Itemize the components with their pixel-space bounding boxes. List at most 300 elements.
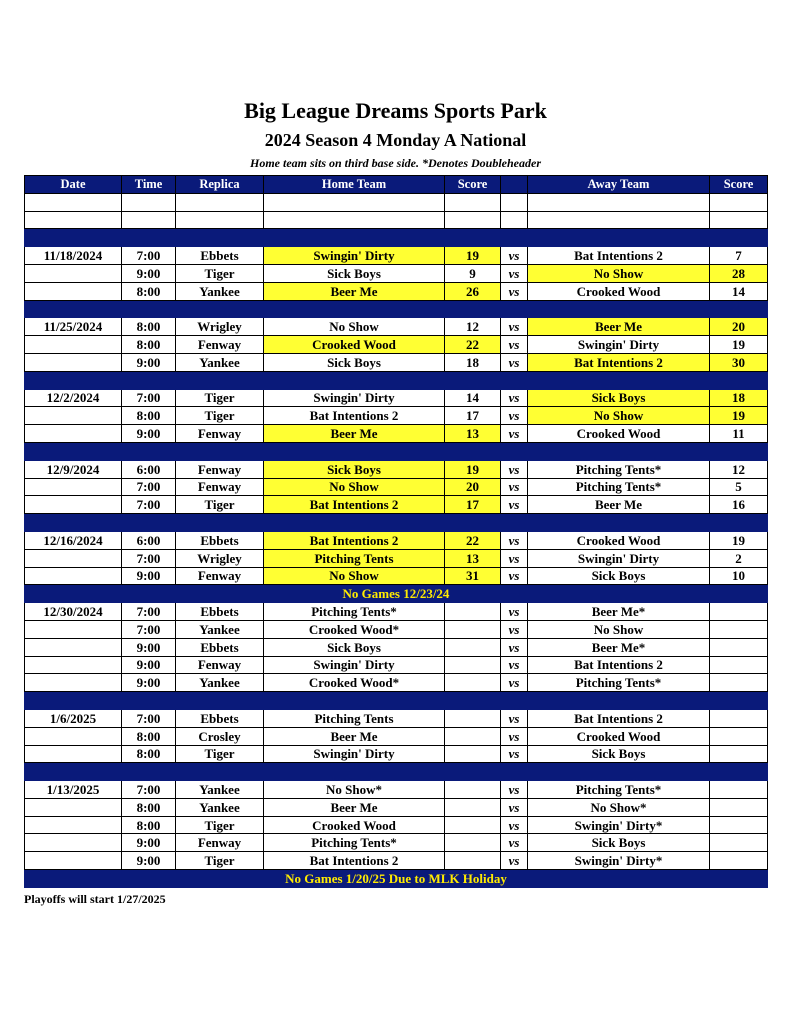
home-score-cell: [445, 816, 501, 834]
vs-cell: vs: [501, 318, 528, 336]
game-row: [25, 781, 768, 799]
time-cell: 6:00: [122, 460, 176, 478]
header-row: [25, 176, 768, 194]
away-team-cell: Swingin' Dirty*: [528, 852, 710, 870]
date-cell: [25, 478, 122, 496]
blank-row: [25, 211, 768, 229]
game-row: [25, 709, 768, 727]
vs-cell: vs: [501, 745, 528, 763]
time-cell: 9:00: [122, 674, 176, 692]
vs-cell: vs: [501, 282, 528, 300]
away-score-cell: [710, 727, 768, 745]
empty-cell: [710, 211, 768, 229]
away-score-cell: [710, 781, 768, 799]
separator-bar: [25, 692, 768, 710]
replica-cell: Fenway: [176, 460, 264, 478]
away-score-cell: 20: [710, 318, 768, 336]
home-team-cell: Sick Boys: [264, 353, 445, 371]
empty-cell: [445, 193, 501, 211]
date-cell: [25, 620, 122, 638]
home-score-cell: 13: [445, 425, 501, 443]
separator-row: [25, 763, 768, 781]
no-games-note: No Games 1/20/25 Due to MLK Holiday: [25, 870, 768, 888]
home-team-cell: Beer Me: [264, 727, 445, 745]
time-cell: 8:00: [122, 318, 176, 336]
replica-cell: Fenway: [176, 336, 264, 354]
replica-cell: Yankee: [176, 353, 264, 371]
replica-cell: Fenway: [176, 425, 264, 443]
col-header-replica: Replica: [176, 176, 264, 194]
home-team-cell: No Show*: [264, 781, 445, 799]
away-score-cell: 19: [710, 407, 768, 425]
away-score-cell: [710, 638, 768, 656]
replica-cell: Yankee: [176, 282, 264, 300]
home-team-cell: Beer Me: [264, 798, 445, 816]
home-score-cell: [445, 603, 501, 621]
replica-cell: Wrigley: [176, 549, 264, 567]
separator-row: [25, 371, 768, 389]
vs-cell: vs: [501, 727, 528, 745]
time-cell: 7:00: [122, 549, 176, 567]
away-team-cell: No Show: [528, 407, 710, 425]
date-cell: [25, 852, 122, 870]
schedule-note: Home team sits on third base side. *Denotes Doubleheader: [250, 156, 541, 170]
blank-row: [25, 193, 768, 211]
vs-cell: vs: [501, 407, 528, 425]
vs-cell: vs: [501, 709, 528, 727]
vs-cell: vs: [501, 620, 528, 638]
vs-cell: vs: [501, 247, 528, 265]
home-score-cell: 14: [445, 389, 501, 407]
time-cell: 7:00: [122, 247, 176, 265]
game-row: [25, 478, 768, 496]
time-cell: 7:00: [122, 603, 176, 621]
game-row: [25, 656, 768, 674]
away-score-cell: 28: [710, 264, 768, 282]
away-team-cell: Swingin' Dirty: [528, 336, 710, 354]
away-team-cell: Sick Boys: [528, 567, 710, 585]
date-cell: 12/9/2024: [25, 460, 122, 478]
vs-cell: vs: [501, 336, 528, 354]
separator-bar: [25, 442, 768, 460]
game-row: [25, 852, 768, 870]
date-cell: [25, 798, 122, 816]
away-score-cell: [710, 745, 768, 763]
time-cell: 9:00: [122, 656, 176, 674]
date-cell: [25, 816, 122, 834]
separator-row: [25, 229, 768, 247]
time-cell: 9:00: [122, 638, 176, 656]
home-team-cell: Swingin' Dirty: [264, 247, 445, 265]
home-score-cell: [445, 620, 501, 638]
game-row: [25, 727, 768, 745]
game-row: [25, 336, 768, 354]
separator-bar: [25, 514, 768, 532]
home-score-cell: 12: [445, 318, 501, 336]
away-score-cell: [710, 656, 768, 674]
page-title: Big League Dreams Sports Park: [244, 98, 547, 123]
away-team-cell: Bat Intentions 2: [528, 353, 710, 371]
away-team-cell: Pitching Tents*: [528, 460, 710, 478]
home-score-cell: 13: [445, 549, 501, 567]
home-team-cell: Beer Me: [264, 282, 445, 300]
home-score-cell: 19: [445, 247, 501, 265]
replica-cell: Tiger: [176, 407, 264, 425]
date-cell: [25, 834, 122, 852]
away-score-cell: 19: [710, 531, 768, 549]
replica-cell: Tiger: [176, 816, 264, 834]
vs-cell: vs: [501, 264, 528, 282]
home-team-cell: Sick Boys: [264, 460, 445, 478]
empty-cell: [528, 211, 710, 229]
away-score-cell: [710, 603, 768, 621]
empty-cell: [176, 193, 264, 211]
date-cell: [25, 638, 122, 656]
game-row: [25, 264, 768, 282]
date-cell: [25, 727, 122, 745]
time-cell: 7:00: [122, 478, 176, 496]
separator-row: [25, 514, 768, 532]
separator-bar: [25, 371, 768, 389]
away-score-cell: [710, 834, 768, 852]
away-team-cell: Bat Intentions 2: [528, 656, 710, 674]
empty-cell: [264, 193, 445, 211]
away-team-cell: Bat Intentions 2: [528, 247, 710, 265]
away-team-cell: Crooked Wood: [528, 282, 710, 300]
home-score-cell: 17: [445, 496, 501, 514]
date-cell: [25, 336, 122, 354]
empty-cell: [176, 211, 264, 229]
game-row: [25, 282, 768, 300]
game-row: [25, 389, 768, 407]
away-score-cell: 12: [710, 460, 768, 478]
home-score-cell: 22: [445, 336, 501, 354]
away-score-cell: 5: [710, 478, 768, 496]
away-team-cell: Pitching Tents*: [528, 478, 710, 496]
game-row: [25, 834, 768, 852]
no-games-note-row: [25, 870, 768, 888]
vs-cell: vs: [501, 460, 528, 478]
vs-cell: vs: [501, 834, 528, 852]
game-row: [25, 620, 768, 638]
replica-cell: Tiger: [176, 264, 264, 282]
game-row: [25, 531, 768, 549]
empty-cell: [25, 211, 122, 229]
page-subtitle: 2024 Season 4 Monday A National: [264, 130, 527, 150]
replica-cell: Yankee: [176, 674, 264, 692]
home-score-cell: [445, 834, 501, 852]
empty-cell: [501, 211, 528, 229]
empty-cell: [25, 193, 122, 211]
away-team-cell: Sick Boys: [528, 834, 710, 852]
away-score-cell: [710, 852, 768, 870]
replica-cell: Crosley: [176, 727, 264, 745]
away-team-cell: No Show*: [528, 798, 710, 816]
home-team-cell: No Show: [264, 478, 445, 496]
date-cell: [25, 674, 122, 692]
away-team-cell: Crooked Wood: [528, 727, 710, 745]
time-cell: 6:00: [122, 531, 176, 549]
date-cell: [25, 745, 122, 763]
date-cell: 1/6/2025: [25, 709, 122, 727]
game-row: [25, 638, 768, 656]
replica-cell: Ebbets: [176, 638, 264, 656]
home-team-cell: Swingin' Dirty: [264, 656, 445, 674]
away-team-cell: Sick Boys: [528, 745, 710, 763]
away-score-cell: [710, 620, 768, 638]
time-cell: 9:00: [122, 264, 176, 282]
time-cell: 9:00: [122, 353, 176, 371]
home-score-cell: 18: [445, 353, 501, 371]
vs-cell: vs: [501, 674, 528, 692]
replica-cell: Wrigley: [176, 318, 264, 336]
date-cell: [25, 567, 122, 585]
away-team-cell: Bat Intentions 2: [528, 709, 710, 727]
separator-bar: [25, 763, 768, 781]
vs-cell: vs: [501, 353, 528, 371]
home-score-cell: [445, 656, 501, 674]
col-header-home-score: Score: [445, 176, 501, 194]
away-score-cell: 19: [710, 336, 768, 354]
time-cell: 9:00: [122, 834, 176, 852]
away-score-cell: [710, 816, 768, 834]
replica-cell: Ebbets: [176, 603, 264, 621]
away-score-cell: 2: [710, 549, 768, 567]
time-cell: 9:00: [122, 852, 176, 870]
game-row: [25, 674, 768, 692]
no-games-note-row: [25, 585, 768, 603]
empty-cell: [501, 193, 528, 211]
game-row: [25, 460, 768, 478]
time-cell: 8:00: [122, 745, 176, 763]
away-score-cell: [710, 798, 768, 816]
home-team-cell: Pitching Tents*: [264, 603, 445, 621]
vs-cell: vs: [501, 603, 528, 621]
vs-cell: vs: [501, 567, 528, 585]
game-row: [25, 247, 768, 265]
replica-cell: Tiger: [176, 496, 264, 514]
vs-cell: vs: [501, 425, 528, 443]
away-team-cell: Beer Me: [528, 318, 710, 336]
game-row: [25, 353, 768, 371]
home-score-cell: 19: [445, 460, 501, 478]
col-header-away-score: Score: [710, 176, 768, 194]
home-score-cell: 31: [445, 567, 501, 585]
home-team-cell: Swingin' Dirty: [264, 745, 445, 763]
home-score-cell: [445, 798, 501, 816]
date-cell: [25, 496, 122, 514]
replica-cell: Tiger: [176, 389, 264, 407]
empty-cell: [445, 211, 501, 229]
away-team-cell: Beer Me: [528, 496, 710, 514]
time-cell: 8:00: [122, 336, 176, 354]
date-cell: 12/30/2024: [25, 603, 122, 621]
date-cell: [25, 407, 122, 425]
time-cell: 7:00: [122, 620, 176, 638]
empty-cell: [528, 193, 710, 211]
home-team-cell: Pitching Tents: [264, 549, 445, 567]
away-team-cell: Crooked Wood: [528, 425, 710, 443]
home-team-cell: Sick Boys: [264, 264, 445, 282]
replica-cell: Yankee: [176, 798, 264, 816]
home-score-cell: [445, 674, 501, 692]
away-score-cell: 18: [710, 389, 768, 407]
vs-cell: vs: [501, 389, 528, 407]
time-cell: 8:00: [122, 816, 176, 834]
game-row: [25, 549, 768, 567]
home-score-cell: 22: [445, 531, 501, 549]
game-row: [25, 603, 768, 621]
time-cell: 8:00: [122, 798, 176, 816]
home-team-cell: Beer Me: [264, 425, 445, 443]
game-row: [25, 425, 768, 443]
home-score-cell: [445, 638, 501, 656]
no-games-note: No Games 12/23/24: [25, 585, 768, 603]
away-score-cell: 7: [710, 247, 768, 265]
away-score-cell: 16: [710, 496, 768, 514]
away-team-cell: Beer Me*: [528, 603, 710, 621]
vs-cell: vs: [501, 549, 528, 567]
away-score-cell: 10: [710, 567, 768, 585]
game-row: [25, 318, 768, 336]
empty-cell: [122, 211, 176, 229]
time-cell: 7:00: [122, 389, 176, 407]
separator-row: [25, 442, 768, 460]
date-cell: [25, 282, 122, 300]
empty-cell: [264, 211, 445, 229]
vs-cell: vs: [501, 638, 528, 656]
col-header-date: Date: [25, 176, 122, 194]
separator-bar: [25, 229, 768, 247]
replica-cell: Ebbets: [176, 531, 264, 549]
replica-cell: Yankee: [176, 781, 264, 799]
away-score-cell: 11: [710, 425, 768, 443]
replica-cell: Yankee: [176, 620, 264, 638]
separator-row: [25, 692, 768, 710]
empty-cell: [710, 193, 768, 211]
home-team-cell: Sick Boys: [264, 638, 445, 656]
replica-cell: Tiger: [176, 852, 264, 870]
date-cell: 12/2/2024: [25, 389, 122, 407]
vs-cell: vs: [501, 478, 528, 496]
home-score-cell: [445, 852, 501, 870]
home-score-cell: 17: [445, 407, 501, 425]
home-team-cell: Crooked Wood: [264, 336, 445, 354]
time-cell: 7:00: [122, 709, 176, 727]
home-score-cell: [445, 781, 501, 799]
time-cell: 8:00: [122, 282, 176, 300]
away-team-cell: Swingin' Dirty*: [528, 816, 710, 834]
away-score-cell: [710, 674, 768, 692]
game-row: [25, 407, 768, 425]
replica-cell: Ebbets: [176, 709, 264, 727]
replica-cell: Fenway: [176, 478, 264, 496]
home-team-cell: Bat Intentions 2: [264, 852, 445, 870]
home-team-cell: Bat Intentions 2: [264, 531, 445, 549]
vs-cell: vs: [501, 852, 528, 870]
date-cell: 1/13/2025: [25, 781, 122, 799]
away-score-cell: 30: [710, 353, 768, 371]
date-cell: 11/18/2024: [25, 247, 122, 265]
time-cell: 9:00: [122, 567, 176, 585]
date-cell: 11/25/2024: [25, 318, 122, 336]
home-team-cell: No Show: [264, 318, 445, 336]
home-score-cell: 26: [445, 282, 501, 300]
replica-cell: Ebbets: [176, 247, 264, 265]
replica-cell: Fenway: [176, 834, 264, 852]
game-row: [25, 745, 768, 763]
schedule-table: [24, 175, 768, 888]
home-score-cell: [445, 709, 501, 727]
home-team-cell: Crooked Wood: [264, 816, 445, 834]
date-cell: [25, 425, 122, 443]
away-team-cell: Pitching Tents*: [528, 781, 710, 799]
home-score-cell: 20: [445, 478, 501, 496]
game-row: [25, 816, 768, 834]
time-cell: 7:00: [122, 496, 176, 514]
col-header-away-team: Away Team: [528, 176, 710, 194]
game-row: [25, 798, 768, 816]
time-cell: 8:00: [122, 407, 176, 425]
replica-cell: Fenway: [176, 656, 264, 674]
away-team-cell: No Show: [528, 264, 710, 282]
date-cell: [25, 656, 122, 674]
col-header-home-team: Home Team: [264, 176, 445, 194]
away-team-cell: Swingin' Dirty: [528, 549, 710, 567]
vs-cell: vs: [501, 496, 528, 514]
date-cell: 12/16/2024: [25, 531, 122, 549]
away-team-cell: Pitching Tents*: [528, 674, 710, 692]
replica-cell: Fenway: [176, 567, 264, 585]
home-team-cell: Swingin' Dirty: [264, 389, 445, 407]
away-team-cell: No Show: [528, 620, 710, 638]
vs-cell: vs: [501, 816, 528, 834]
date-cell: [25, 353, 122, 371]
home-score-cell: 9: [445, 264, 501, 282]
separator-row: [25, 300, 768, 318]
col-header-vs: [501, 176, 528, 194]
vs-cell: vs: [501, 798, 528, 816]
date-cell: [25, 264, 122, 282]
home-score-cell: [445, 727, 501, 745]
time-cell: 9:00: [122, 425, 176, 443]
time-cell: 7:00: [122, 781, 176, 799]
empty-cell: [122, 193, 176, 211]
home-team-cell: Bat Intentions 2: [264, 407, 445, 425]
home-team-cell: Crooked Wood*: [264, 674, 445, 692]
home-score-cell: [445, 745, 501, 763]
home-team-cell: Pitching Tents: [264, 709, 445, 727]
home-team-cell: Bat Intentions 2: [264, 496, 445, 514]
replica-cell: Tiger: [176, 745, 264, 763]
col-header-time: Time: [122, 176, 176, 194]
away-score-cell: [710, 709, 768, 727]
game-row: [25, 496, 768, 514]
away-team-cell: Beer Me*: [528, 638, 710, 656]
vs-cell: vs: [501, 781, 528, 799]
time-cell: 8:00: [122, 727, 176, 745]
home-team-cell: Pitching Tents*: [264, 834, 445, 852]
away-team-cell: Crooked Wood: [528, 531, 710, 549]
vs-cell: vs: [501, 656, 528, 674]
away-score-cell: 14: [710, 282, 768, 300]
separator-bar: [25, 300, 768, 318]
game-row: [25, 567, 768, 585]
date-cell: [25, 549, 122, 567]
home-team-cell: Crooked Wood*: [264, 620, 445, 638]
playoffs-footer: Playoffs will start 1/27/2025: [24, 892, 166, 906]
home-team-cell: No Show: [264, 567, 445, 585]
